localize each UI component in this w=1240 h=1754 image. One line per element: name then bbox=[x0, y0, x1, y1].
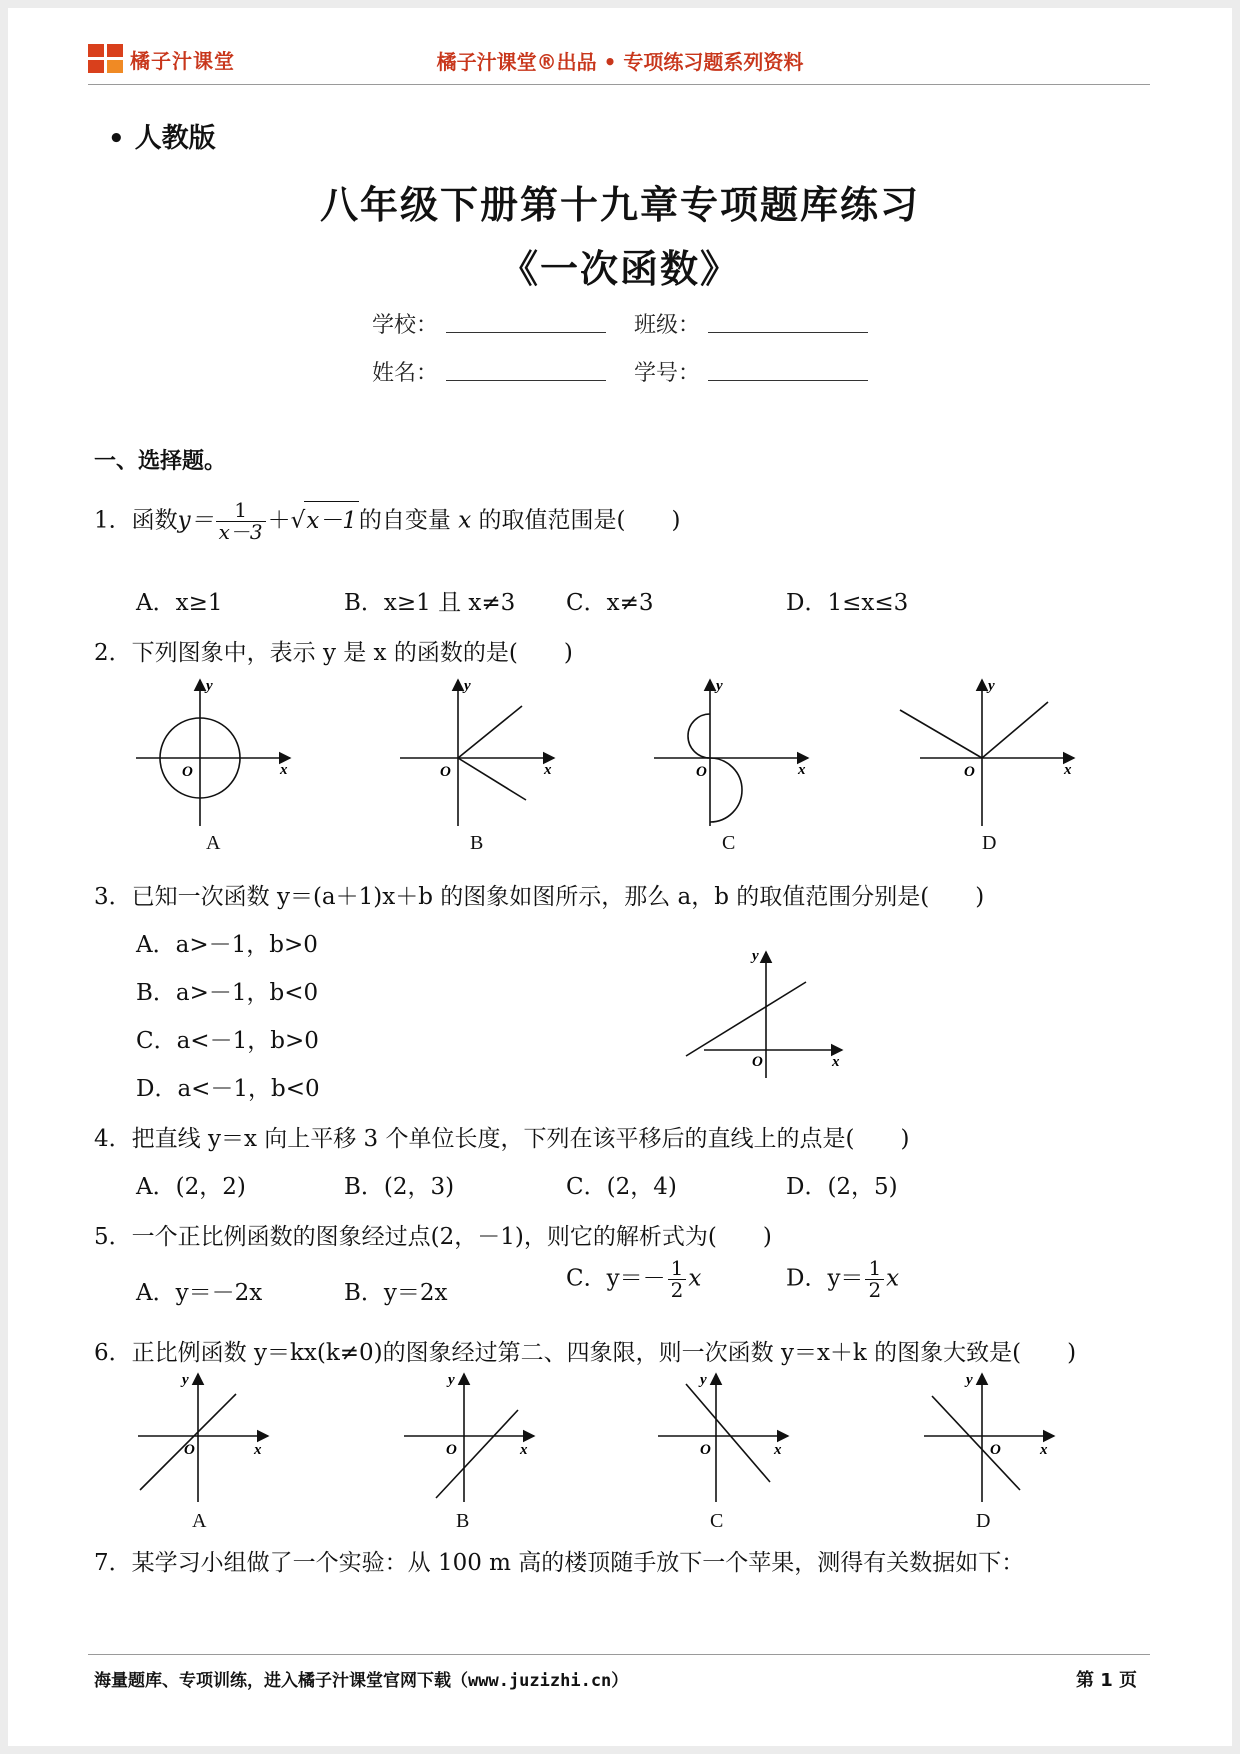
class-field[interactable] bbox=[708, 332, 868, 333]
q6a-x-label: x bbox=[254, 1442, 262, 1458]
q2-label-b: B bbox=[470, 832, 484, 854]
q2-graph-b bbox=[400, 678, 554, 826]
q5-c-num: 1 bbox=[668, 1258, 687, 1280]
name-label: 姓名： bbox=[372, 361, 439, 386]
student-id-field[interactable] bbox=[708, 380, 868, 381]
q5-c-var: x bbox=[688, 1265, 702, 1292]
q3-option-d[interactable]: D．a<－1，b<0 bbox=[136, 1076, 320, 1102]
q2c-origin: O bbox=[696, 764, 707, 780]
q2-graph-d bbox=[900, 678, 1074, 826]
q6d-origin: O bbox=[990, 1442, 1001, 1458]
q6c-y-label: y bbox=[700, 1372, 707, 1388]
q5-option-d[interactable] bbox=[786, 1258, 899, 1301]
q2c-y-label: y bbox=[716, 678, 723, 694]
question-7: 7．某学习小组做了一个实验：从 100 m 高的楼顶随手放下一个苹果，测得有关数据如下： bbox=[94, 1550, 1025, 1576]
class-label: 班级： bbox=[634, 313, 701, 338]
question-4: 4．把直线 y＝x 向上平移 3 个单位长度，下列在该平移后的直线上的点是( ) bbox=[94, 1126, 910, 1152]
q2b-x-label: x bbox=[544, 762, 552, 778]
q6-graph-b bbox=[404, 1372, 534, 1502]
q2a-origin: O bbox=[182, 764, 193, 780]
q2-graphs bbox=[120, 676, 1080, 836]
q1-frac-den: x－3 bbox=[218, 520, 263, 544]
q3-graph bbox=[680, 946, 860, 1082]
q1-option-b[interactable]: B．x≥1 且 x≠3 bbox=[344, 590, 516, 616]
q3-option-c[interactable]: C．a<－1，b>0 bbox=[136, 1028, 319, 1054]
question-2: 2．下列图象中，表示 y 是 x 的函数的是( ) bbox=[94, 640, 573, 666]
q5-d-den: 2 bbox=[868, 1278, 882, 1302]
q1-suffix-a: 的自变量 bbox=[358, 507, 451, 534]
q1-suffix-b: 的取值范围是( ) bbox=[478, 507, 681, 534]
q1-frac-num: 1 bbox=[216, 500, 266, 522]
q2a-y-label: y bbox=[206, 678, 213, 694]
q6-graphs bbox=[120, 1370, 1080, 1514]
q5-d-fraction bbox=[865, 1258, 884, 1301]
q1-num: 1． bbox=[94, 507, 132, 534]
question-1 bbox=[94, 500, 680, 543]
q6d-y-label: y bbox=[966, 1372, 973, 1388]
q5-d-prefix: D．y＝ bbox=[786, 1265, 864, 1292]
brand-name: 橘子汁课堂 bbox=[130, 49, 235, 73]
q4-option-b[interactable]: B．(2，3) bbox=[344, 1174, 455, 1200]
q2b-y-label: y bbox=[464, 678, 471, 694]
q3-origin: O bbox=[752, 1054, 763, 1070]
q5-option-b[interactable]: B．y＝2x bbox=[344, 1280, 448, 1306]
q2d-y-label: y bbox=[988, 678, 995, 694]
page-subtitle: 《一次函数》 bbox=[499, 247, 740, 291]
q1-fraction bbox=[216, 500, 266, 543]
q3-x-label: x bbox=[832, 1054, 840, 1070]
footer-text: 海量题库、专项训练，进入橘子汁课堂官网下载（www.juzizhi.cn） bbox=[94, 1671, 629, 1691]
question-5: 5．一个正比例函数的图象经过点(2，－1)，则它的解析式为( ) bbox=[94, 1224, 772, 1250]
q6-graph-a bbox=[138, 1372, 268, 1502]
q6c-origin: O bbox=[700, 1442, 711, 1458]
student-id-label: 学号： bbox=[634, 361, 701, 386]
question-6: 6．正比例函数 y＝kx(k≠0)的图象经过第二、四象限，则一次函数 y＝x＋k 的图象大致是( ) bbox=[94, 1340, 1077, 1366]
header-title: 橘子汁课堂®出品 • 专项练习题系列资料 bbox=[436, 50, 804, 74]
q2-label-a: A bbox=[206, 832, 221, 854]
q6b-y-label: y bbox=[448, 1372, 455, 1388]
q6a-y-label: y bbox=[182, 1372, 189, 1388]
q4-option-a[interactable]: A．(2，2) bbox=[136, 1174, 246, 1200]
q2a-x-label: x bbox=[280, 762, 288, 778]
section-heading: 一、选择题。 bbox=[94, 449, 227, 474]
q2c-x-label: x bbox=[798, 762, 806, 778]
q5-c-prefix: C．y＝－ bbox=[566, 1265, 666, 1292]
q6d-x-label: x bbox=[1040, 1442, 1048, 1458]
page-number: 第 1 页 bbox=[1076, 1670, 1138, 1691]
edition-label: • 人教版 bbox=[108, 123, 216, 154]
q3-y-label: y bbox=[752, 948, 759, 964]
q4-option-c[interactable]: C．(2，4) bbox=[566, 1174, 677, 1200]
q1-sqrt-body: x－1 bbox=[304, 501, 359, 535]
footer-divider bbox=[88, 1654, 1150, 1655]
q2d-x-label: x bbox=[1064, 762, 1072, 778]
q3-option-b[interactable]: B．a>－1，b<0 bbox=[136, 980, 319, 1006]
q1-plus-root: ＋√ bbox=[267, 507, 306, 534]
q2-graph-a bbox=[136, 678, 290, 826]
q6-label-c: C bbox=[710, 1510, 724, 1532]
question-3: 3．已知一次函数 y＝(a＋1)x＋b 的图象如图所示，那么 a，b 的取值范围分别是( ) bbox=[94, 884, 985, 910]
q5-d-num: 1 bbox=[865, 1258, 884, 1280]
q1-prefix: 函数 bbox=[131, 507, 178, 534]
q3-option-a[interactable]: A．a>－1，b>0 bbox=[136, 932, 318, 958]
q1-option-c[interactable]: C．x≠3 bbox=[566, 590, 654, 616]
q5-d-var: x bbox=[886, 1265, 900, 1292]
q6-label-d: D bbox=[976, 1510, 991, 1532]
school-field[interactable] bbox=[446, 332, 606, 333]
page-title: 八年级下册第十九章专项题库练习 bbox=[319, 183, 920, 227]
school-label: 学校： bbox=[372, 313, 439, 338]
q6-label-a: A bbox=[192, 1510, 207, 1532]
q1-y-eq: y＝ bbox=[177, 507, 214, 534]
q6-graph-d bbox=[924, 1372, 1054, 1502]
q4-option-d[interactable]: D．(2，5) bbox=[786, 1174, 898, 1200]
name-field[interactable] bbox=[446, 380, 606, 381]
q2d-origin: O bbox=[964, 764, 975, 780]
q1-option-d[interactable]: D．1≤x≤3 bbox=[786, 590, 909, 616]
q2-label-c: C bbox=[722, 832, 736, 854]
edition-text: 人教版 bbox=[134, 123, 216, 154]
header-divider bbox=[88, 84, 1150, 85]
q1-var: x bbox=[458, 507, 472, 534]
q5-option-c[interactable] bbox=[566, 1258, 701, 1301]
q5-option-a[interactable]: A．y＝－2x bbox=[136, 1280, 263, 1306]
q5-c-den: 2 bbox=[670, 1278, 684, 1302]
q6-label-b: B bbox=[456, 1510, 470, 1532]
q6a-origin: O bbox=[184, 1442, 195, 1458]
q6b-origin: O bbox=[446, 1442, 457, 1458]
q5-c-fraction bbox=[668, 1258, 687, 1301]
q2b-origin: O bbox=[440, 764, 451, 780]
q6c-x-label: x bbox=[774, 1442, 782, 1458]
q1-option-a[interactable]: A．x≥1 bbox=[136, 590, 223, 616]
q6-graph-c bbox=[658, 1372, 788, 1502]
q2-label-d: D bbox=[982, 832, 997, 854]
q2-graph-c bbox=[654, 678, 808, 826]
q6b-x-label: x bbox=[520, 1442, 528, 1458]
